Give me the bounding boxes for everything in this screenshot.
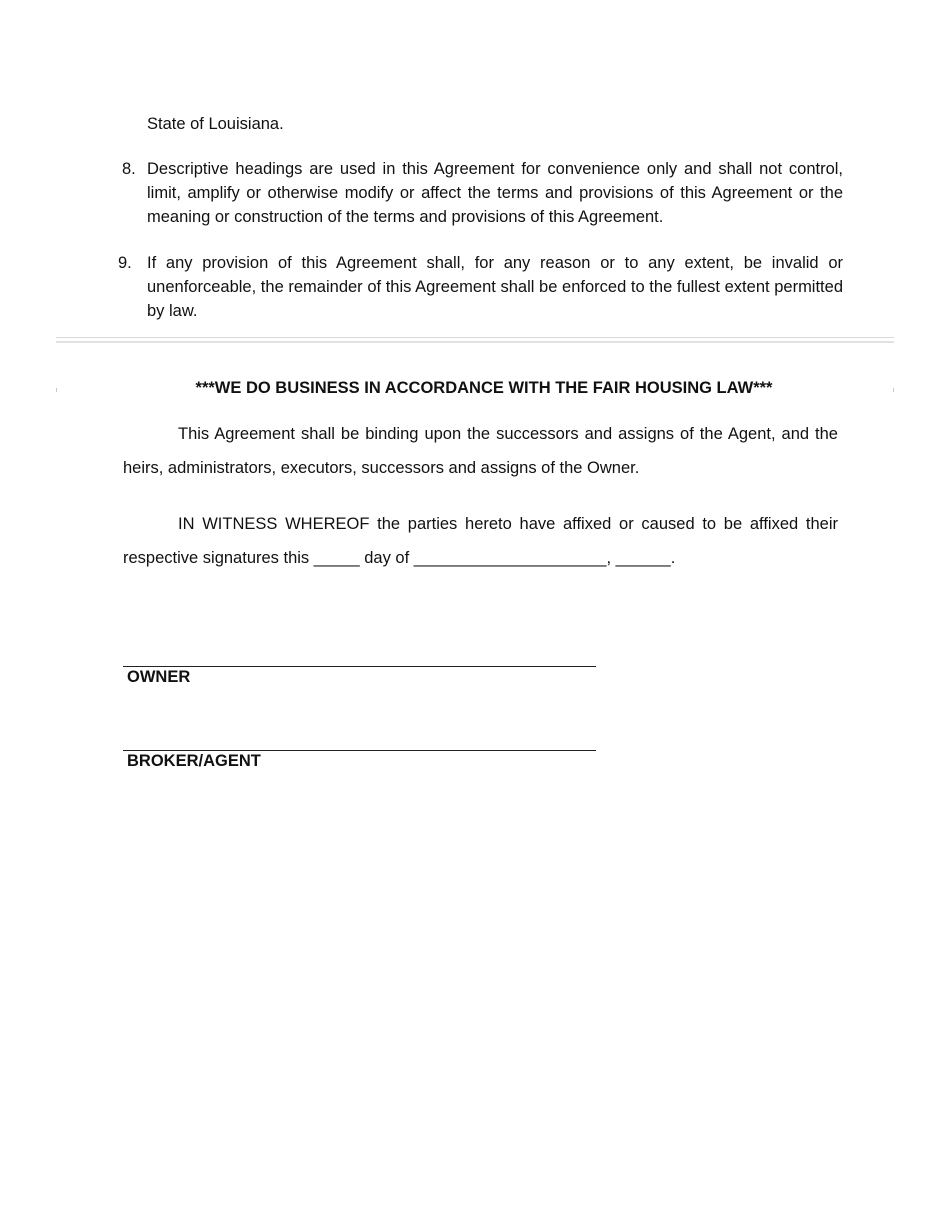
page-break-divider: [56, 337, 894, 345]
list-item-number: 8.: [122, 160, 136, 178]
witness-paragraph: [123, 507, 838, 575]
page-break-line: [56, 341, 894, 343]
binding-paragraph-text: This Agreement shall be binding upon the successors and assigns of the Agent, and the heirs, administrators, executors, successors and assigns of the Owner.: [123, 425, 838, 477]
page-break-line: [56, 337, 894, 338]
list-item-text: If any provision of this Agreement shall, for any reason or to any extent, be invalid or unenforceable, the remainder of this Agreement shall be enforced to the fullest extent permitted by law.: [147, 254, 843, 320]
list-item: [113, 251, 843, 323]
fair-housing-notice: ***WE DO BUSINESS IN ACCORDANCE WITH THE FAIR HOUSING LAW***: [195, 379, 773, 397]
owner-signature-label: OWNER: [127, 668, 191, 686]
binding-paragraph: [123, 417, 838, 485]
list-item: [113, 157, 843, 229]
continuation-text: State of Louisiana.: [147, 115, 284, 133]
owner-signature-line: [123, 666, 596, 667]
broker-signature-label: BROKER/AGENT: [127, 752, 261, 770]
list-item-number: 9.: [118, 254, 132, 272]
list-item-text: Descriptive headings are used in this Agreement for convenience only and shall not control, limit, amplify or otherwise modify or affect the terms and provisions of this Agreement or the meaning or construction of the terms and provisions of this Agreement.: [147, 160, 843, 226]
witness-paragraph-text: IN WITNESS WHEREOF the parties hereto have affixed or caused to be affixed their respective signatures this _____ day of _____________________, ______.: [123, 515, 838, 567]
